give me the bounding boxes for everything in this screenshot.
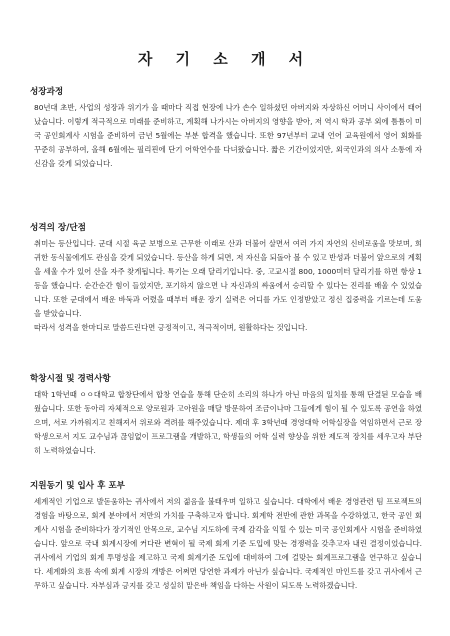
paragraph: 따라서 성격을 한마디로 말씀드린다면 긍정적이고, 적극적이며, 원활하다는 것입니다. (34, 323, 308, 332)
section-character (30, 222, 422, 335)
paragraph: 세계적인 기업으로 발돋움하는 귀사에서 저의 젊음을 불태우며 일하고 싶습니다. 대학에서 배운 경영관련 팀 프로젝트의 경험을 바탕으로, 회계 분야에서 저만의 가치를 구축하고자 합니다. 회계학 전반에 관한 과목을 수강하였고, 한국 공인 회계사 시험을 준비하다가 장기적인 안목으로, 교수님 지도하에 국제 감각을 익힐 수 있는 미국 공인회계사 시험을 준비하였습니다. 앞으로 국내 회계시장에 커다란 변혁이 될 국제 회계 기준 도입에 맞는 경쟁력을 갖추고자 내린 결정이었습니다. 귀사에서 기업의 회계 투명성을 제고하고 국제 회계기준 도입에 대비하여 그에 걸맞는 회계프로그램을 연구하고 싶습니다. 세계화의 흐름 속에 회계 시장의 개방은 어쩌면 당연한 과제가 아닌가 싶습니다. 국제적인 마인드를 갖고 귀사에서 근무하고 싶습니다. 자부심과 긍지를 갖고 성실히 맡은바 책임을 다하는 사원이 되도록 노력하겠습니다. (34, 497, 422, 590)
paragraph: 80년대 초반, 사업의 성장과 위기가 을 때마다 직접 현장에 나가 손수 일하셨던 아버지와 자상하신 어머니 사이에서 태어났습니다. 이렇게 적극적으로 미래를 준비하고, 계획해 나가시는 아버지의 영향을 받아, 저 역시 학과 공부 외에 틈틈이 미국 공인회계사 시험을 준비하여 금년 5월에는 부분 합격을 했습니다. 또한 97년부터 교내 언어 교육원에서 영어 회화를 꾸준히 공부하여, 올해 6월에는 필리핀에 단기 어학연수를 다녀왔습니다. 짧은 기간이었지만, 외국인과의 의사 소통에 자신감을 갖게 되었습니다. (34, 103, 422, 168)
section-motivation (30, 480, 422, 593)
section-body (34, 237, 422, 335)
section-body (34, 101, 422, 171)
paragraph: 취미는 등산입니다. 군대 시절 육군 보병으로 근무한 이래로 산과 더불어 살면서 여러 가지 자연의 신비로움을 맛보며, 희귀한 동식물에게도 관심을 갖게 되었습니다. 등산을 하게 되면, 저 자신을 되돌아 볼 수 있고 반성과 더불어 앞으로의 계획을 세울 수가 있어 산을 자주 찾게됩니다. 특기는 오래 달리기입니다. 중, 고교시절 800, 1000미터 달리기를 하면 항상 1등을 했습니다. 순간순간 힘이 들었지만, 포기하지 않으면 나 자신과의 싸움에서 승리할 수 있다는 진리를 배울 수 있었습니다. 또한 군대에서 배운 바둑과 어렸을 때부터 배운 장기 실력은 어디를 가도 인정받았고 정신 집중력을 기르는데 도움을 받았습니다. (34, 239, 422, 318)
section-heading: 성장과정 (30, 87, 64, 97)
document-title: 자 기 소 개 서 (137, 50, 313, 68)
section-body (34, 388, 422, 458)
section-heading: 학창시절 및 경력사항 (30, 374, 111, 384)
paragraph: 대학 1학년때 ㅇㅇ대학교 합창단에서 합창 연습을 통해 단순히 소리의 하나가 아닌 마음의 일치를 통해 단결된 모습을 배웠습니다. 또한 동아리 자체적으로 양로원과 고아원을 매달 방문하여 조금이나마 그들에게 힘이 될 수 있도록 공연을 하였으며, 서로 가까워지고 친해져서 위로와 격려를 해주었습니다. 제대 후 3학년때 경영대학 어학실장을 역임하면서 근로 장학생으로서 지도 교수님과 끊임없이 프로그램을 개발하고, 학생들의 어학 실력 향상을 위한 제도적 장치를 세우고자 부단히 노력하였습니다. (34, 390, 422, 455)
section-heading: 성격의 장/단점 (30, 223, 86, 233)
section-heading: 지원동기 및 입사 후 포부 (30, 481, 125, 491)
section-school-career (30, 373, 422, 458)
section-growth (30, 86, 422, 171)
section-body (34, 495, 422, 593)
